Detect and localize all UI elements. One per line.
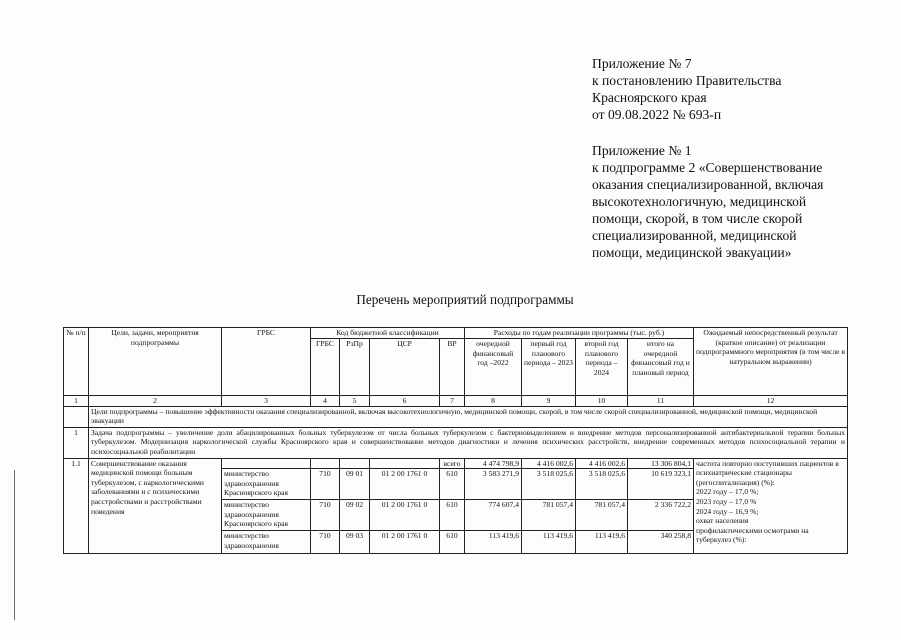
header-row: [64, 328, 848, 339]
head-year-2023: первый год планового периода – 2023: [522, 339, 576, 396]
column-number-row: [64, 396, 848, 407]
row-2023: 781 057,4: [522, 500, 576, 531]
appendix-7-line: Приложение № 7: [592, 56, 692, 71]
row-2024: 113 419,6: [576, 531, 628, 554]
measure-result: [694, 458, 848, 554]
head-rzpr: РзПр: [340, 339, 370, 396]
result-line: частота повторно поступивших пациентов в психиатрические стационары (регоспитализация) (%):: [696, 458, 839, 487]
total-2023: 4 416 002,6: [522, 458, 576, 469]
appendix-7-line: Красноярского края: [592, 90, 707, 105]
appendix-1-line: помощи, медицинской эвакуации»: [592, 245, 792, 260]
col-number: 7: [440, 396, 465, 407]
col-number: 2: [89, 396, 222, 407]
appendix-7-line: от 09.08.2022 № 693-п: [592, 107, 722, 122]
head-goals: Цели, задачи, мероприятия подпрограммы: [89, 328, 222, 396]
head-num: № п/п: [64, 328, 89, 396]
row-grbs: министерство здравоохранения Красноярского края: [222, 469, 311, 500]
col-number: 4: [311, 396, 340, 407]
col-number: 8: [465, 396, 522, 407]
col-number: 3: [222, 396, 311, 407]
row-grbs: министерство здравоохранения: [222, 531, 311, 554]
appendix-1-line: Приложение № 1: [592, 143, 692, 158]
head-expenses: Расходы по годам реализации программы (тыс. руб.): [465, 328, 694, 339]
row-code: 710: [311, 469, 340, 500]
row-code: 710: [311, 500, 340, 531]
row-2023: 3 518 025,6: [522, 469, 576, 500]
col-number: 6: [370, 396, 440, 407]
head-total: итого на очередной финансовый год и плановый период: [628, 339, 694, 396]
scan-edge-line: [14, 470, 15, 620]
head-grbs-code: ГРБС: [311, 339, 340, 396]
row-code: 710: [311, 531, 340, 554]
result-line: профилактическими осмотрами на туберкулез (%):: [696, 525, 809, 545]
row-csr: 01 2 00 1761 0: [370, 469, 440, 500]
goal-num-cell: [64, 406, 89, 427]
result-line: 2023 году – 17,0 %: [696, 496, 757, 506]
measure-total-row: [64, 458, 848, 469]
col-number: 11: [628, 396, 694, 407]
row-2023: 113 419,6: [522, 531, 576, 554]
row-2022: 774 607,4: [465, 500, 522, 531]
row-total: 10 619 323,1: [628, 469, 694, 500]
total-code-cell: [311, 458, 340, 469]
appendix-7-block: [592, 55, 892, 123]
row-grbs: министерство здравоохранения Красноярского края: [222, 500, 311, 531]
appendix-1-line: высокотехнологичную, медицинской: [592, 194, 807, 209]
measure-num: 1.1: [64, 458, 89, 554]
total-label: всего: [440, 458, 465, 469]
row-csr: 01 2 00 1761 0: [370, 500, 440, 531]
total-grbs-cell: [222, 458, 311, 469]
row-2022: 113 419,6: [465, 531, 522, 554]
head-budget-code: Код бюджетной классификации: [311, 328, 465, 339]
document-title: Перечень мероприятий подпрограммы: [356, 292, 574, 307]
result-line: 2022 году – 17,0 %;: [696, 487, 759, 497]
row-vr: 610: [440, 531, 465, 554]
document-header: [592, 55, 892, 280]
measure-text: Совершенствование оказания медицинской помощи больным туберкулезом, с наркологическими заболеваниями и с психическими расстройствами и расстройствами поведения: [89, 458, 222, 554]
total-rzpr-cell: [340, 458, 370, 469]
head-result: Ожидаемый непосредственный результат (краткое описание) от реализации подпрограммного мероприятия (в том числе в натуральном выражении): [694, 328, 848, 396]
row-rzpr: 09 02: [340, 500, 370, 531]
col-number: 1: [64, 396, 89, 407]
appendix-1-line: помощи, скорой, в том числе скорой: [592, 211, 803, 226]
head-year-2022: очередной финансовый год –2022: [465, 339, 522, 396]
head-year-2024: второй год планового периода – 2024: [576, 339, 628, 396]
task-row: [64, 427, 848, 458]
row-2024: 3 518 025,6: [576, 469, 628, 500]
goal-row: [64, 406, 848, 427]
appendix-1-line: оказания специализированной, включая: [592, 177, 824, 192]
total-csr-cell: [370, 458, 440, 469]
total-2024: 4 416 002,6: [576, 458, 628, 469]
appendix-1-line: к подпрограмме 2 «Совершенствование: [592, 160, 823, 175]
row-total: 2 336 722,2: [628, 500, 694, 531]
row-rzpr: 09 03: [340, 531, 370, 554]
row-vr: 610: [440, 469, 465, 500]
measures-table: [63, 327, 848, 554]
total-2022: 4 474 798,9: [465, 458, 522, 469]
row-total: 340 258,8: [628, 531, 694, 554]
col-number: 10: [576, 396, 628, 407]
row-2024: 781 057,4: [576, 500, 628, 531]
task-num: 1: [64, 427, 89, 458]
col-number: 9: [522, 396, 576, 407]
row-vr: 610: [440, 500, 465, 531]
head-vr: ВР: [440, 339, 465, 396]
row-csr: 01 2 00 1761 0: [370, 531, 440, 554]
head-csr: ЦСР: [370, 339, 440, 396]
goal-text: Цели подпрограммы – повышение эффективности оказания специализированной, включая высокотехнологичную, медицинской помощи, скорой, в том числе скорой специализированной, медицинской помощи, медицинской эвакуации: [89, 406, 848, 427]
row-rzpr: 09 01: [340, 469, 370, 500]
appendix-1-line: специализированной, медицинской: [592, 228, 797, 243]
col-number: 12: [694, 396, 848, 407]
head-grbs: ГРБС: [222, 328, 311, 396]
task-text: Задача подпрограммы – увеличение доли абацилированных больных туберкулезом от числа больных туберкулезом с бактериовыделением и внедрение методов персонализированной антибактериальной терапии больных туберкулезом. Модернизация наркологической службы Красноярского края и совершенствование методов диагностики и лечения психических расстройств, внедрение современных методов психосоциальной терапии и психосоциальной реабилитации: [89, 427, 848, 458]
row-2022: 3 583 271,9: [465, 469, 522, 500]
appendix-7-line: к постановлению Правительства: [592, 73, 782, 88]
result-line: 2024 году – 16,9 %;: [696, 506, 759, 516]
col-number: 5: [340, 396, 370, 407]
result-line: охват населения: [696, 516, 749, 526]
appendix-1-block: [592, 142, 892, 261]
total-sum: 13 306 804,1: [628, 458, 694, 469]
